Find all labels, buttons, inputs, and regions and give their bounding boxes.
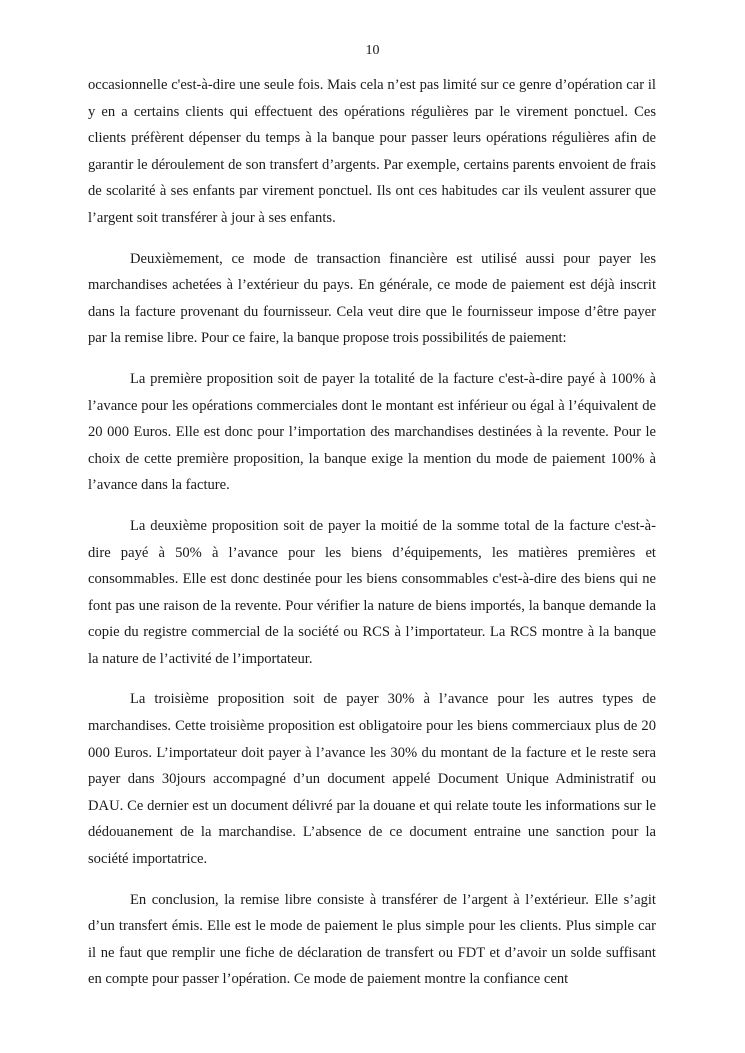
document-body [88, 72, 656, 1007]
page-number: 10 [365, 43, 380, 58]
paragraph-conclusion: En conclusion, la remise libre consiste à transférer de l’argent à l’extérieur. Elle s’agit d’un transfert émis. Elle est le mode de paiement le plus simple pour les clients. Plus simple car il ne faut que remplir une fiche de déclaration de transfert ou FDT et d’avoir un solde suffisant en compte pour passer l’opération. Ce mode de paiement montre la confiance cent [88, 891, 656, 988]
paragraph-third-proposition: La troisième proposition soit de payer 30% à l’avance pour les autres types de marchandises. Cette troisième proposition est obligatoire pour les biens commerciaux plus de 20 000 Euros. L’importateur doit payer à l’avance les 30% du montant de la facture et le reste sera payer dans 30jours accompagné d’un document appelé Document Unique Administratif ou DAU. Ce dernier est un document délivré par la douane et qui relate toute les informations sur le dédouanement de la marchandise. L’absence de ce document entraine une sanction pour la société importatrice. [88, 691, 656, 868]
paragraph-second-use: Deuxièmement, ce mode de transaction financière est utilisé aussi pour payer les marchandises achetées à l’extérieur du pays. En générale, ce mode de paiement est déjà inscrit dans la facture provenant du fournisseur. Cela veut dire que le fournisseur impose d’être payer par la remise libre. Pour ce faire, la banque propose trois possibilités de paiement: [88, 250, 656, 347]
paragraph-second-proposition: La deuxième proposition soit de payer la moitié de la somme total de la facture c'est-à-dire payé à 50% à l’avance pour les biens d’équipements, les matières premières et consommables. Elle est donc destinée pour les biens consommables c'est-à-dire des biens qui ne font pas une raison de la revente. Pour vérifier la nature de biens importés, la banque demande la copie du registre commercial de la société ou RCS à l’importateur. La RCS montre à la banque la nature de l’activité de l’importateur. [88, 517, 656, 667]
paragraph-first-proposition: La première proposition soit de payer la totalité de la facture c'est-à-dire payé à 100% à l’avance pour les opérations commerciales dont le montant est inférieur ou égal à l’équivalent de 20 000 Euros. Elle est donc pour l’importation des marchandises destinées à la revente. Pour le choix de cette première proposition, la banque exige la mention du mode de paiement 100% à l’avance dans la facture. [88, 370, 656, 494]
paragraph-continuation: occasionnelle c'est-à-dire une seule fois. Mais cela n’est pas limité sur ce genre d’opération car il y en a certains clients qui effectuent des opérations régulières par le virement ponctuel. Ces clients préfèrent dépenser du temps à la banque pour passer leurs opérations régulières afin de garantir le déroulement de son transfert d’argents. Par exemple, certains parents envoient de frais de scolarité à ses enfants par virement ponctuel. Ils ont ces habitudes car ils veulent assurer que l’argent soit transférer à jour à ses enfants. [88, 77, 656, 226]
